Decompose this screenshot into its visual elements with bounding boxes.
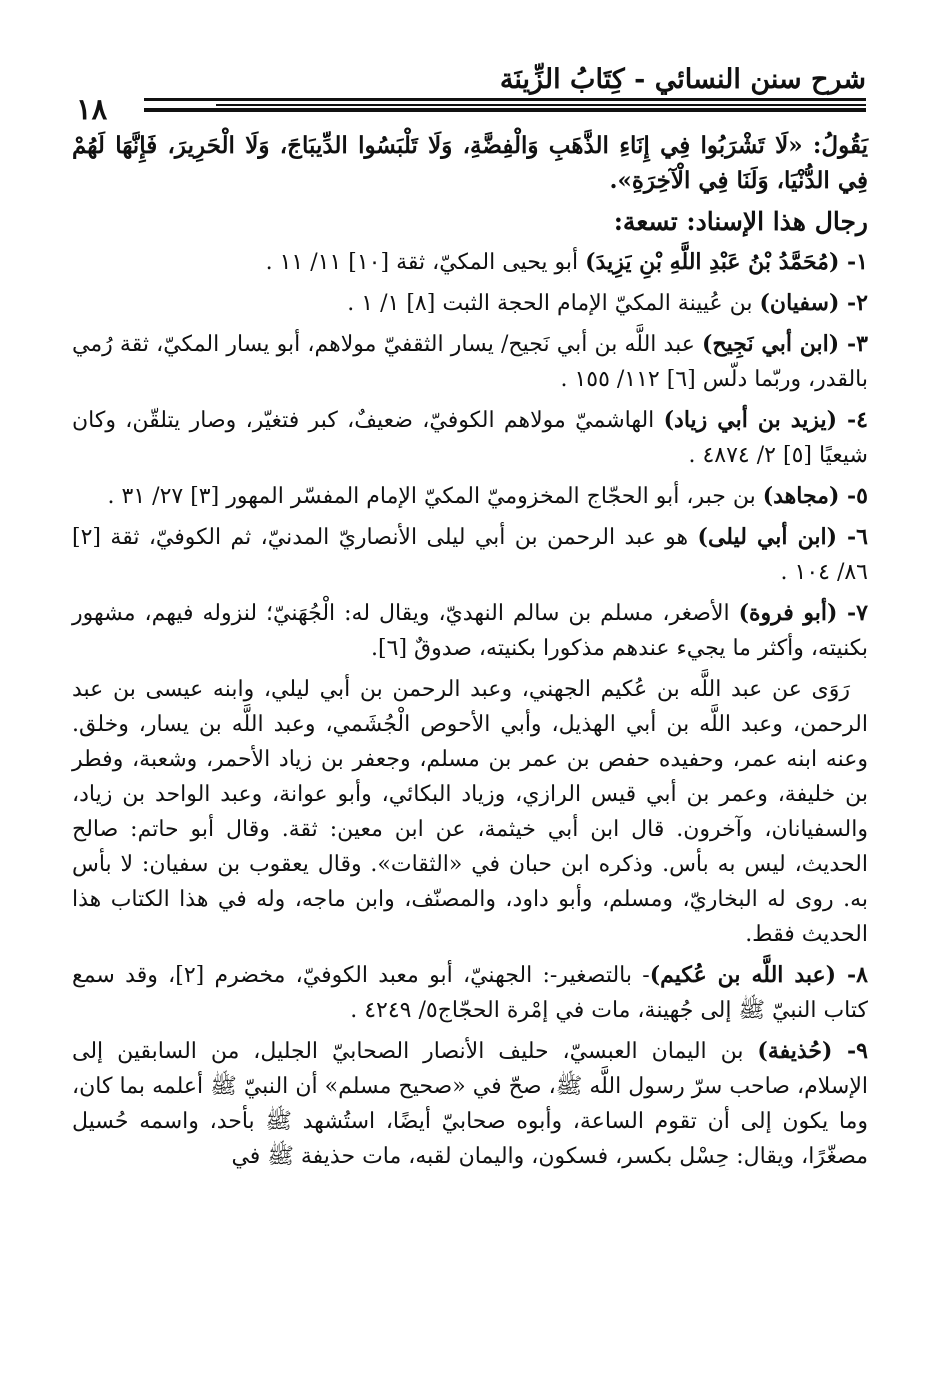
header-rule [144,98,866,101]
narrator-details: عبد اللَّه بن أبي نَجيح/ يسار الثقفيّ مولاهم، أبو يسار المكيّ، ثقة رُمي بالقدر، وربّما دلّس [٦] ١١٢/ ١٥٥ . [72,332,868,392]
narrator-entry [72,520,868,590]
narrator-entry [72,596,868,666]
narrator-name: ٢- (سفيان) [759,290,868,316]
page-body [72,128,868,1180]
narrator-details: بن اليمان العبسيّ، حليف الأنصار الصحابيّ الجليل، من السابقين إلى الإسلام، صاحب سرّ رسول اللَّه ﷺ، صحّ في «صحيح مسلم» أن النبيّ ﷺ أعلمه بما كان، وما يكون إلى أن تقوم الساعة، وأبوه صحابيّ أيضًا، استُشهد ﷺ بأحد، واسمه حُسيل مصغّرًا، ويقال: حِسْل بكسر، فسكون، واليمان لقبه، مات حذيفة ﷺ في [72,1039,868,1169]
narrator-name: ٦- (ابن أبي ليلى) [697,524,868,550]
narrator-entry [72,958,868,1028]
header-rule [144,108,866,112]
narrator-entry [72,479,868,514]
narrator-details: هو عبد الرحمن بن أبي ليلى الأنصاريّ المدنيّ، ثم الكوفيّ، ثقة [٢] ٨٦/ ١٠٤ . [72,525,868,585]
page-header [76,64,866,124]
narrator-details: بن جبر، أبو الحجّاج المخزوميّ المكيّ الإمام المفسّر المهور [٣] ٢٧/ ٣١ . [107,484,763,509]
narrator-biography: رَوَى عن عبد اللَّه بن عُكيم الجهني، وعبد الرحمن بن أبي ليلي، وابنه عيسى بن عبد الرحمن، وعبد اللَّه بن أبي الهذيل، وأبي الأحوص الْجُشَمي، وعبد اللَّه بن يسار، وخلق. وعنه ابنه عمر، وحفيده حفص بن عمر بن مسلم، وجعفر بن زياد الأحمر، وشعبة، وفطر بن خليفة، وعمر بن أبي قيس الرازي، وزياد البكائي، وأبو عوانة، وعبد الواحد بن زياد، والسفيانان، وآخرون. قال ابن أبي خيثمة، عن ابن معين: ثقة. وقال أبو حاتم: صالح الحديث، ليس به بأس. وذكره ابن حبان في «الثقات». وقال يعقوب بن سفيان: لا بأس به. روى له البخاريّ، ومسلم، وأبو داود، والمصنّف، وابن ماجه، وله في هذا الكتاب هذا الحديث فقط. [72,677,868,947]
narrator-name: ٤- (يزيد بن أبي زياد) [663,407,868,433]
narrator-entry [72,327,868,397]
narrator-details: الهاشميّ مولاهم الكوفيّ، ضعيفٌ، كبر فتغيّر، وصار يتلقّن، وكان شيعيًا [٥] ٢/ ٤٨٧٤ . [72,408,868,468]
narrator-name: ١- (مُحَمَّدُ بْنُ عَبْدِ اللَّهِ بْنِ يَزِيدَ) [585,249,868,275]
running-title: شرح سنن النسائي - كِتَابُ الزِّينَة [499,64,866,95]
narrator-name: ٨- (عبد اللَّه بن عُكيم) [649,962,868,988]
narrator-name: ٥- (مجاهد) [762,483,868,509]
narrator-entry [72,1034,868,1174]
narrator-details: الأصغر، مسلم بن سالم النهديّ، ويقال له: الْجُهَنيّ؛ لنزوله فيهم، مشهور بكنيته، وأكثر ما يجيء عندهم مذكورا بكنيته، صدوقٌ [٦]. [72,601,868,661]
narrator-entry [72,245,868,280]
section-heading: رجال هذا الإسناد: تسعة: [613,207,868,236]
narrator-name: ٧- (أبو فروة) [738,600,868,626]
narrator-details: - بالتصغير-: الجهنيّ، أبو معبد الكوفيّ، مخضرم [٢]، وقد سمع كتاب النبيّ ﷺ إلى جُهينة، مات في إمْرة الحجّاج٥/ ٤٢٤٩ . [72,963,868,1023]
narrator-entry [72,286,868,321]
narrator-entry [72,403,868,473]
hadith-text: يَقُولُ: «لَا تَشْرَبُوا فِي إِنَاءِ الذَّهَبِ وَالْفِضَّةِ، وَلَا تَلْبَسُوا الدِّيبَاجَ، وَلَا الْحَرِيرَ، فَإِنَّهَا لَهُمْ فِي الدُّنْيَا، وَلَنَا فِي الْآخِرَةِ». [72,132,868,194]
narrator-name: ٣- (ابن أبي نَجِيح) [702,331,868,357]
narrator-details: بن عُيينة المكيّ الإمام الحجة الثبت [٨] ١/ ١ . [347,291,760,316]
header-rule [216,104,866,106]
narrator-name: ٩- (حُذيفة) [757,1038,868,1064]
page-number: ١٨ [76,92,108,126]
narrator-details: أبو يحيى المكيّ، ثقة [١٠] ١١/ ١١ . [265,250,586,275]
